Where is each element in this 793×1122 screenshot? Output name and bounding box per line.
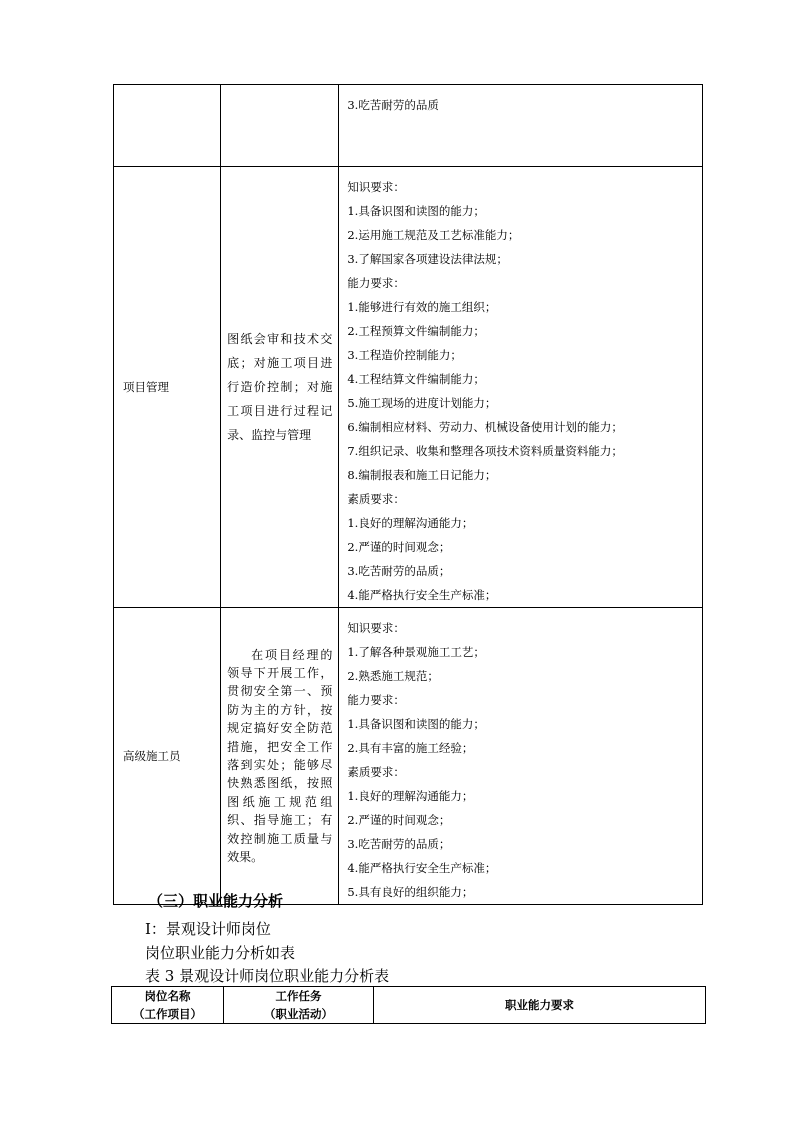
requirement-item: 5.施工现场的进度计划能力； — [347, 396, 497, 410]
requirement-item: 1.能够进行有效的施工组织； — [347, 300, 497, 314]
table-caption: 表 3 景观设计师岗位职业能力分析表 — [145, 967, 390, 985]
task-cell — [221, 608, 339, 905]
column-header-requirements: 职业能力要求 — [374, 987, 706, 1024]
requirement-item: 1.具备识图和读图的能力； — [347, 717, 485, 731]
requirement-item: 2.工程预算文件编制能力； — [347, 324, 485, 338]
requirement-item: 2.熟悉施工规范； — [347, 669, 439, 683]
table-row — [114, 608, 703, 905]
header-text: （职业活动） — [264, 1007, 333, 1021]
table-row — [114, 167, 703, 608]
section-heading: （三）职业能力分析 — [148, 892, 284, 910]
requirement-item: 知识要求： — [347, 621, 405, 635]
requirement-item: 3.吃苦耐劳的品质； — [347, 837, 451, 851]
column-header-task — [224, 987, 374, 1024]
requirement-item: 知识要求： — [347, 180, 405, 194]
task-text: 在项目经理的领导下开展工作，贯彻安全第一、预防为主的方针，按规定搞好安全防范措施，把安全工作落到实处；能够尽快熟悉图纸，按照图纸施工规范组织、指导施工；有效控制施工质量与效果。 — [227, 647, 333, 865]
requirement-item: 2.严谨的时间观念； — [347, 813, 451, 827]
requirement-item: 1.良好的理解沟通能力； — [347, 516, 474, 530]
requirement-item: 1.了解各种景观施工工艺； — [347, 645, 485, 659]
requirements-list — [339, 167, 702, 607]
requirement-item: 1.良好的理解沟通能力； — [347, 789, 474, 803]
ability-analysis-table-header — [111, 986, 706, 1024]
task-cell — [221, 85, 339, 167]
header-row — [112, 987, 706, 1024]
requirement-item: 能力要求： — [347, 693, 405, 707]
requirements-cell — [339, 608, 703, 905]
requirement-item: 4.能严格执行安全生产标准； — [347, 861, 497, 875]
post-title: I：景观设计师岗位 — [145, 920, 271, 938]
intro-paragraph: 岗位职业能力分析如表 — [145, 944, 296, 962]
requirement-item: 5.具有良好的组织能力； — [347, 885, 474, 899]
requirement-item: 2.严谨的时间观念； — [347, 540, 451, 554]
requirement-item: 6.编制相应材料、劳动力、机械设备使用计划的能力； — [347, 420, 623, 434]
table-row — [114, 85, 703, 167]
column-header-post — [112, 987, 224, 1024]
role-cell — [114, 85, 221, 167]
header-text: 岗位名称 — [144, 989, 191, 1003]
requirement-item: 8.编制报表和施工日记能力； — [347, 468, 497, 482]
header-text: 工作任务 — [275, 989, 322, 1003]
requirement-item: 3.吃苦耐劳的品质； — [347, 564, 451, 578]
requirement-item: 1.具备识图和读图的能力； — [347, 204, 485, 218]
role-cell: 项目管理 — [114, 167, 221, 608]
requirement-item: 素质要求： — [347, 765, 405, 779]
requirements-cell — [339, 85, 703, 167]
requirements-cell — [339, 167, 703, 608]
requirement-item: 7.组织记录、收集和整理各项技术资料质量资料能力； — [347, 444, 623, 458]
requirement-item: 3.吃苦耐劳的品质 — [347, 98, 439, 112]
requirement-item: 能力要求： — [347, 276, 405, 290]
task-cell: 图纸会审和技术交底；对施工项目进行造价控制；对施工项目进行过程记录、监控与管理 — [221, 167, 339, 608]
requirement-item: 2.运用施工规范及工艺标准能力； — [347, 228, 520, 242]
role-cell: 高级施工员 — [114, 608, 221, 905]
requirement-item: 素质要求： — [347, 492, 405, 506]
requirement-item: 3.了解国家各项建设法律法规； — [347, 252, 508, 266]
requirements-list — [339, 85, 702, 117]
requirement-item: 4.能严格执行安全生产标准； — [347, 588, 497, 602]
ability-table-continued — [113, 84, 703, 905]
requirements-list — [339, 608, 702, 904]
requirement-item: 3.工程造价控制能力； — [347, 348, 462, 362]
header-text: （工作项目） — [133, 1007, 202, 1021]
requirement-item: 4.工程结算文件编制能力； — [347, 372, 485, 386]
requirement-item: 2.具有丰富的施工经验； — [347, 741, 474, 755]
